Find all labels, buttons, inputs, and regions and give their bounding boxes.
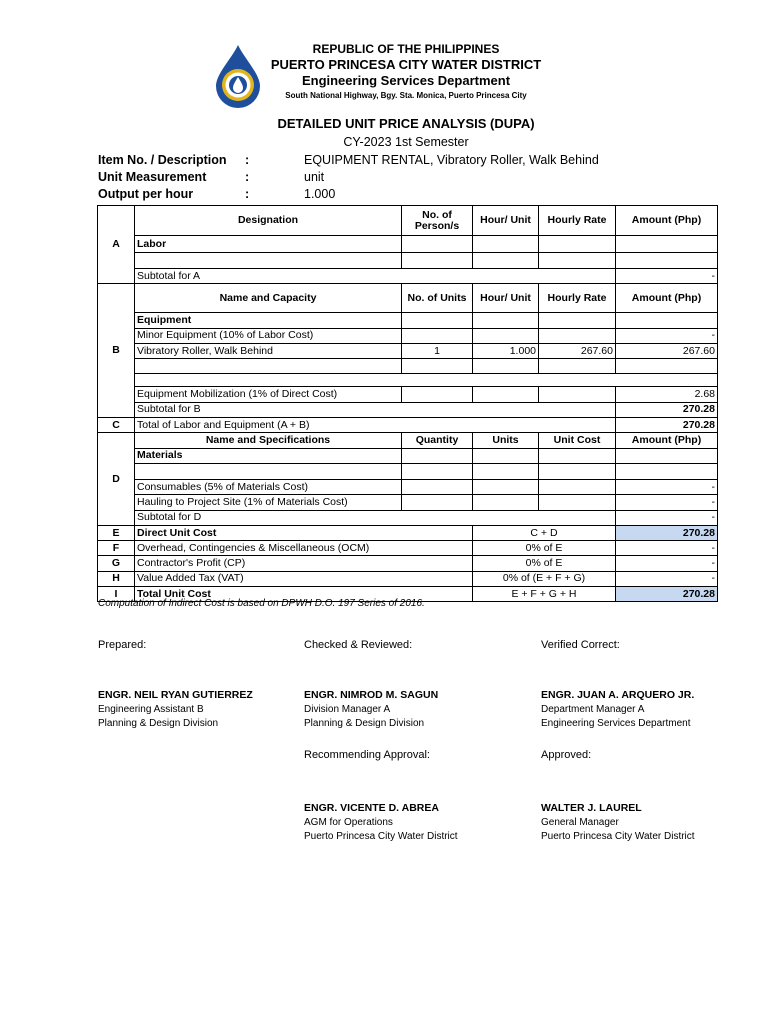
- subtotal-d-label: Subtotal for D: [135, 510, 616, 525]
- vat-formula: 0% of (E + F + G): [473, 571, 616, 586]
- minor-equipment-value: -: [616, 328, 718, 343]
- empty-cell: [473, 479, 539, 494]
- header-republic: REPUBLIC OF THE PHILIPPINES: [312, 42, 500, 56]
- info-label-output: Output per hour: [98, 187, 194, 201]
- col-header-hourly-rate: Hourly Rate: [539, 284, 616, 313]
- empty-cell: [539, 328, 616, 343]
- info-value-item: EQUIPMENT RENTAL, Vibratory Roller, Walk Behind: [304, 153, 599, 167]
- approved-office: Puerto Princesa City Water District: [541, 831, 695, 842]
- empty-cell: [473, 387, 539, 402]
- table-row: [98, 571, 718, 586]
- vat-label: Value Added Tax (VAT): [135, 571, 473, 586]
- total-labor-equipment-value: 270.28: [616, 418, 718, 433]
- col-header-designation: Designation: [135, 206, 402, 236]
- direct-unit-cost-formula: C + D: [473, 525, 616, 540]
- ocm-value: -: [616, 541, 718, 556]
- table-row: [98, 206, 718, 236]
- info-value-unit: unit: [304, 170, 325, 184]
- section-label-materials: Materials: [135, 448, 402, 463]
- col-header-no-units: No. of Units: [402, 284, 473, 313]
- table-row: [98, 236, 718, 253]
- empty-cell: [135, 463, 402, 479]
- approved-position: General Manager: [541, 817, 619, 828]
- verified-position: Department Manager A: [541, 704, 645, 715]
- total-labor-equipment-label: Total of Labor and Equipment (A + B): [135, 418, 616, 433]
- header-address: South National Highway, Bgy. Sta. Monica, Puerto Princesa City: [285, 91, 527, 100]
- subtotal-b-label: Subtotal for B: [135, 402, 616, 417]
- checked-caption: Checked & Reviewed:: [304, 639, 413, 651]
- table-row: [98, 387, 718, 402]
- table-row: [98, 313, 718, 328]
- prepared-caption: Prepared:: [98, 639, 147, 651]
- ocm-formula: 0% of E: [473, 541, 616, 556]
- empty-cell: [402, 479, 473, 494]
- table-row: [98, 328, 718, 343]
- prepared-name: ENGR. NEIL RYAN GUTIERREZ: [98, 689, 253, 701]
- empty-cell: [616, 253, 718, 269]
- table-row: [98, 402, 718, 417]
- col-header-units: Units: [473, 433, 539, 448]
- empty-cell: [539, 387, 616, 402]
- header-department: Engineering Services Department: [301, 73, 511, 88]
- roller-units: 1: [402, 343, 473, 358]
- section-letter-i: I: [98, 587, 135, 602]
- empty-cell: [616, 359, 718, 374]
- col-header-persons: No. of Person/s: [402, 206, 473, 236]
- empty-cell: [402, 463, 473, 479]
- info-colon: :: [245, 187, 250, 201]
- col-header-name-capacity: Name and Capacity: [135, 284, 402, 313]
- col-header-amount: Amount (Php): [616, 284, 718, 313]
- section-label-labor: Labor: [135, 236, 402, 253]
- empty-cell: [539, 479, 616, 494]
- table-row: [98, 374, 718, 387]
- table-row: [98, 510, 718, 525]
- col-header-amount: Amount (Php): [616, 206, 718, 236]
- section-letter-a: A: [98, 206, 135, 284]
- approved-caption: Approved:: [541, 749, 592, 761]
- recommending-office: Puerto Princesa City Water District: [304, 831, 458, 842]
- table-row: [98, 463, 718, 479]
- recommending-name: ENGR. VICENTE D. ABREA: [304, 802, 439, 814]
- subtotal-d-value: -: [616, 510, 718, 525]
- verified-office: Engineering Services Department: [541, 718, 691, 729]
- dupa-table: [97, 205, 718, 602]
- info-colon: :: [245, 170, 250, 184]
- table-row: [98, 556, 718, 571]
- checked-position: Division Manager A: [304, 704, 391, 715]
- empty-cell: [135, 253, 402, 269]
- table-row: [98, 448, 718, 463]
- vat-value: -: [616, 571, 718, 586]
- table-row: [98, 433, 718, 448]
- empty-cell: [616, 463, 718, 479]
- empty-cell: [402, 495, 473, 510]
- indirect-cost-note: Computation of Indirect Cost is based on DPWH D.O. 197 Series of 2016.: [98, 598, 425, 609]
- empty-cell: [473, 313, 539, 328]
- empty-cell: [539, 463, 616, 479]
- empty-cell: [402, 236, 473, 253]
- empty-cell: [473, 236, 539, 253]
- hauling-label: Hauling to Project Site (1% of Materials Cost): [135, 495, 402, 510]
- mobilization-label: Equipment Mobilization (1% of Direct Cost): [135, 387, 402, 402]
- col-header-name-specifications: Name and Specifications: [135, 433, 402, 448]
- col-header-hour-unit: Hour/ Unit: [473, 284, 539, 313]
- mobilization-value: 2.68: [616, 387, 718, 402]
- col-header-hour-unit: Hour/ Unit: [473, 206, 539, 236]
- empty-cell: [473, 463, 539, 479]
- empty-cell: [473, 253, 539, 269]
- roller-hours: 1.000: [473, 343, 539, 358]
- subtotal-a-label: Subtotal for A: [135, 269, 616, 284]
- recommending-position: AGM for Operations: [304, 817, 393, 828]
- total-unit-cost-label: Total Unit Cost: [135, 587, 473, 602]
- empty-cell: [135, 374, 718, 387]
- empty-cell: [402, 448, 473, 463]
- subtotal-a-value: -: [616, 269, 718, 284]
- contractor-profit-value: -: [616, 556, 718, 571]
- table-row: [98, 359, 718, 374]
- minor-equipment-label: Minor Equipment (10% of Labor Cost): [135, 328, 402, 343]
- total-unit-cost-formula: E + F + G + H: [473, 587, 616, 602]
- table-row: [98, 525, 718, 540]
- empty-cell: [402, 387, 473, 402]
- contractor-profit-label: Contractor's Profit (CP): [135, 556, 473, 571]
- info-value-output: 1.000: [304, 187, 336, 201]
- contractor-profit-formula: 0% of E: [473, 556, 616, 571]
- info-label-unit: Unit Measurement: [98, 170, 207, 184]
- empty-cell: [539, 359, 616, 374]
- table-row: [98, 284, 718, 313]
- empty-cell: [616, 236, 718, 253]
- hauling-value: -: [616, 495, 718, 510]
- direct-unit-cost-value: 270.28: [616, 525, 718, 540]
- section-label-equipment: Equipment: [135, 313, 402, 328]
- empty-cell: [473, 495, 539, 510]
- roller-amount: 267.60: [616, 343, 718, 358]
- document-period: CY-2023 1st Semester: [343, 135, 469, 149]
- empty-cell: [135, 359, 402, 374]
- total-unit-cost-value: 270.28: [616, 587, 718, 602]
- subtotal-b-value: 270.28: [616, 402, 718, 417]
- ocm-label: Overhead, Contingencies & Miscellaneous (OCM): [135, 541, 473, 556]
- table-row: [98, 479, 718, 494]
- empty-cell: [402, 253, 473, 269]
- roller-label: Vibratory Roller, Walk Behind: [135, 343, 402, 358]
- section-letter-d: D: [98, 433, 135, 525]
- consumables-value: -: [616, 479, 718, 494]
- roller-rate: 267.60: [539, 343, 616, 358]
- section-letter-f: F: [98, 541, 135, 556]
- document-title: DETAILED UNIT PRICE ANALYSIS (DUPA): [277, 116, 535, 131]
- empty-cell: [539, 313, 616, 328]
- section-letter-h: H: [98, 571, 135, 586]
- empty-cell: [402, 328, 473, 343]
- checked-name: ENGR. NIMROD M. SAGUN: [304, 689, 439, 701]
- col-header-quantity: Quantity: [402, 433, 473, 448]
- empty-cell: [616, 313, 718, 328]
- checked-office: Planning & Design Division: [304, 718, 425, 729]
- table-row: [98, 495, 718, 510]
- empty-cell: [539, 236, 616, 253]
- approved-name: WALTER J. LAUREL: [541, 802, 642, 814]
- col-header-hourly-rate: Hourly Rate: [539, 206, 616, 236]
- verified-caption: Verified Correct:: [541, 639, 620, 651]
- direct-unit-cost-label: Direct Unit Cost: [135, 525, 473, 540]
- empty-cell: [539, 495, 616, 510]
- table-row: [98, 343, 718, 358]
- header-district: PUERTO PRINCESA CITY WATER DISTRICT: [270, 57, 542, 72]
- empty-cell: [539, 448, 616, 463]
- empty-cell: [402, 359, 473, 374]
- section-letter-g: G: [98, 556, 135, 571]
- table-row: [98, 541, 718, 556]
- col-header-unit-cost: Unit Cost: [539, 433, 616, 448]
- recommending-caption: Recommending Approval:: [304, 749, 430, 761]
- consumables-label: Consumables (5% of Materials Cost): [135, 479, 402, 494]
- empty-cell: [616, 448, 718, 463]
- table-row: [98, 418, 718, 433]
- empty-cell: [473, 328, 539, 343]
- prepared-office: Planning & Design Division: [98, 718, 219, 729]
- info-label-item: Item No. / Description: [98, 153, 227, 167]
- empty-cell: [473, 448, 539, 463]
- empty-cell: [539, 253, 616, 269]
- verified-name: ENGR. JUAN A. ARQUERO JR.: [541, 689, 695, 701]
- col-header-amount: Amount (Php): [616, 433, 718, 448]
- table-row: [98, 253, 718, 269]
- section-letter-e: E: [98, 525, 135, 540]
- info-colon: :: [245, 153, 250, 167]
- section-letter-b: B: [98, 284, 135, 418]
- empty-cell: [402, 313, 473, 328]
- table-row: [98, 269, 718, 284]
- section-letter-c: C: [98, 418, 135, 433]
- empty-cell: [473, 359, 539, 374]
- prepared-position: Engineering Assistant B: [98, 704, 204, 715]
